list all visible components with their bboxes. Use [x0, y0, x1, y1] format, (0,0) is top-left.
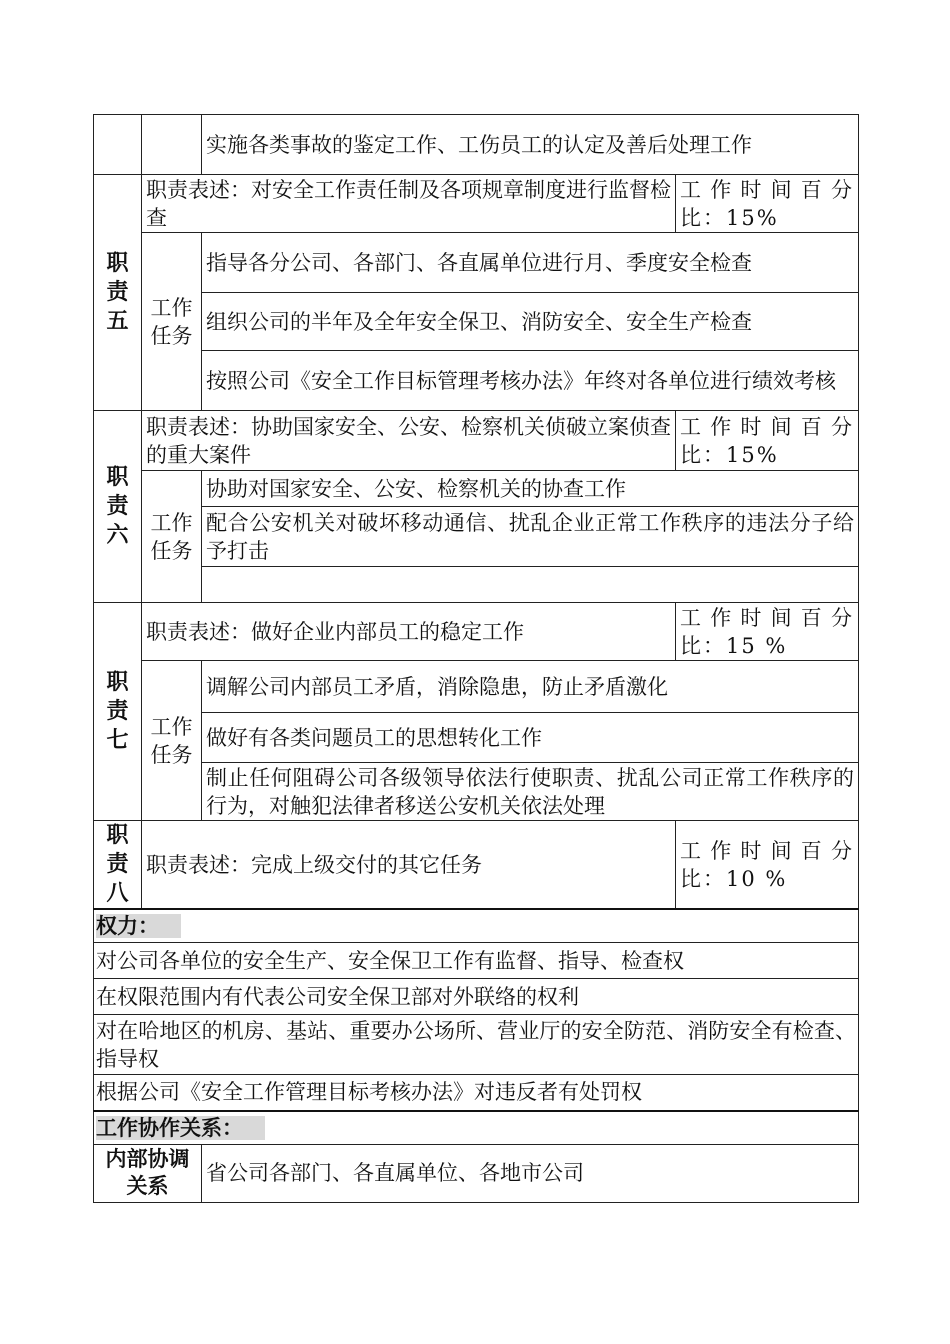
table-row	[94, 1111, 859, 1145]
power-item: 对公司各单位的安全生产、安全保卫工作有监督、指导、检查权	[94, 943, 859, 979]
internal-relations-label: 内部协调 关系	[94, 1144, 202, 1202]
time-percentage: 工作时间百分比：10 %	[676, 821, 859, 910]
duty-statement: 职责表述：完成上级交付的其它任务	[142, 821, 676, 910]
table-row	[94, 661, 859, 713]
task-cell: 实施各类事故的鉴定工作、工伤员工的认定及善后处理工作	[202, 115, 859, 175]
table-row	[94, 351, 859, 411]
table-row	[94, 507, 859, 567]
table-row	[94, 1075, 859, 1111]
duty-label-8: 职 责 八	[94, 821, 142, 910]
time-percentage: 工作时间百分比：15 %	[676, 603, 859, 661]
duty-statement: 职责表述：协助国家安全、公安、检察机关侦破立案侦查的重大案件	[142, 411, 676, 471]
task-cell: 制止任何阻碍公司各级领导依法行使职责、扰乱公司正常工作秩序的行为，对触犯法律者移送公安机关依法处理	[202, 763, 859, 821]
job-description-document	[93, 114, 858, 1203]
task-cell: 做好有各类问题员工的思想转化工作	[202, 713, 859, 763]
power-item: 在权限范围内有代表公司安全保卫部对外联络的权利	[94, 979, 859, 1015]
duties-table	[93, 114, 859, 1203]
table-row	[94, 233, 859, 293]
duty-label-5: 职 责 五	[94, 175, 142, 411]
table-row	[94, 821, 859, 910]
table-row	[94, 1144, 859, 1202]
duty-statement: 职责表述：对安全工作责任制及各项规章制度进行监督检查	[142, 175, 676, 233]
table-row	[94, 471, 859, 507]
task-cell: 调解公司内部员工矛盾，消除隐患，防止矛盾激化	[202, 661, 859, 713]
task-label: 工作 任务	[142, 471, 202, 603]
duty-statement: 职责表述：做好企业内部员工的稳定工作	[142, 603, 676, 661]
power-item: 对在哈地区的机房、基站、重要办公场所、营业厅的安全防范、消防安全有检查、指导权	[94, 1015, 859, 1075]
task-cell	[202, 567, 859, 603]
table-row	[94, 293, 859, 351]
table-row	[94, 1015, 859, 1075]
powers-heading: 权力：	[94, 909, 859, 943]
table-row	[94, 979, 859, 1015]
internal-relations-value: 省公司各部门、各直属单位、各地市公司	[202, 1144, 859, 1202]
task-cell: 配合公安机关对破坏移动通信、扰乱企业正常工作秩序的违法分子给予打击	[202, 507, 859, 567]
relations-heading: 工作协作关系：	[94, 1111, 859, 1145]
task-cell: 指导各分公司、各部门、各直属单位进行月、季度安全检查	[202, 233, 859, 293]
table-row	[94, 763, 859, 821]
duty-label-6: 职 责 六	[94, 411, 142, 603]
task-cell: 组织公司的半年及全年安全保卫、消防安全、安全生产检查	[202, 293, 859, 351]
table-row	[94, 603, 859, 661]
power-item: 根据公司《安全工作管理目标考核办法》对违反者有处罚权	[94, 1075, 859, 1111]
time-percentage: 工作时间百分比：15%	[676, 175, 859, 233]
table-row	[94, 115, 859, 175]
task-cell: 按照公司《安全工作目标管理考核办法》年终对各单位进行绩效考核	[202, 351, 859, 411]
task-cell: 协助对国家安全、公安、检察机关的协查工作	[202, 471, 859, 507]
table-row	[94, 909, 859, 943]
table-row	[94, 943, 859, 979]
table-row	[94, 567, 859, 603]
table-row	[94, 713, 859, 763]
time-percentage: 工作时间百分比：15%	[676, 411, 859, 471]
table-row	[94, 411, 859, 471]
table-row	[94, 175, 859, 233]
task-label: 工作 任务	[142, 661, 202, 821]
duty-label-7: 职 责 七	[94, 603, 142, 821]
task-label: 工作 任务	[142, 233, 202, 411]
